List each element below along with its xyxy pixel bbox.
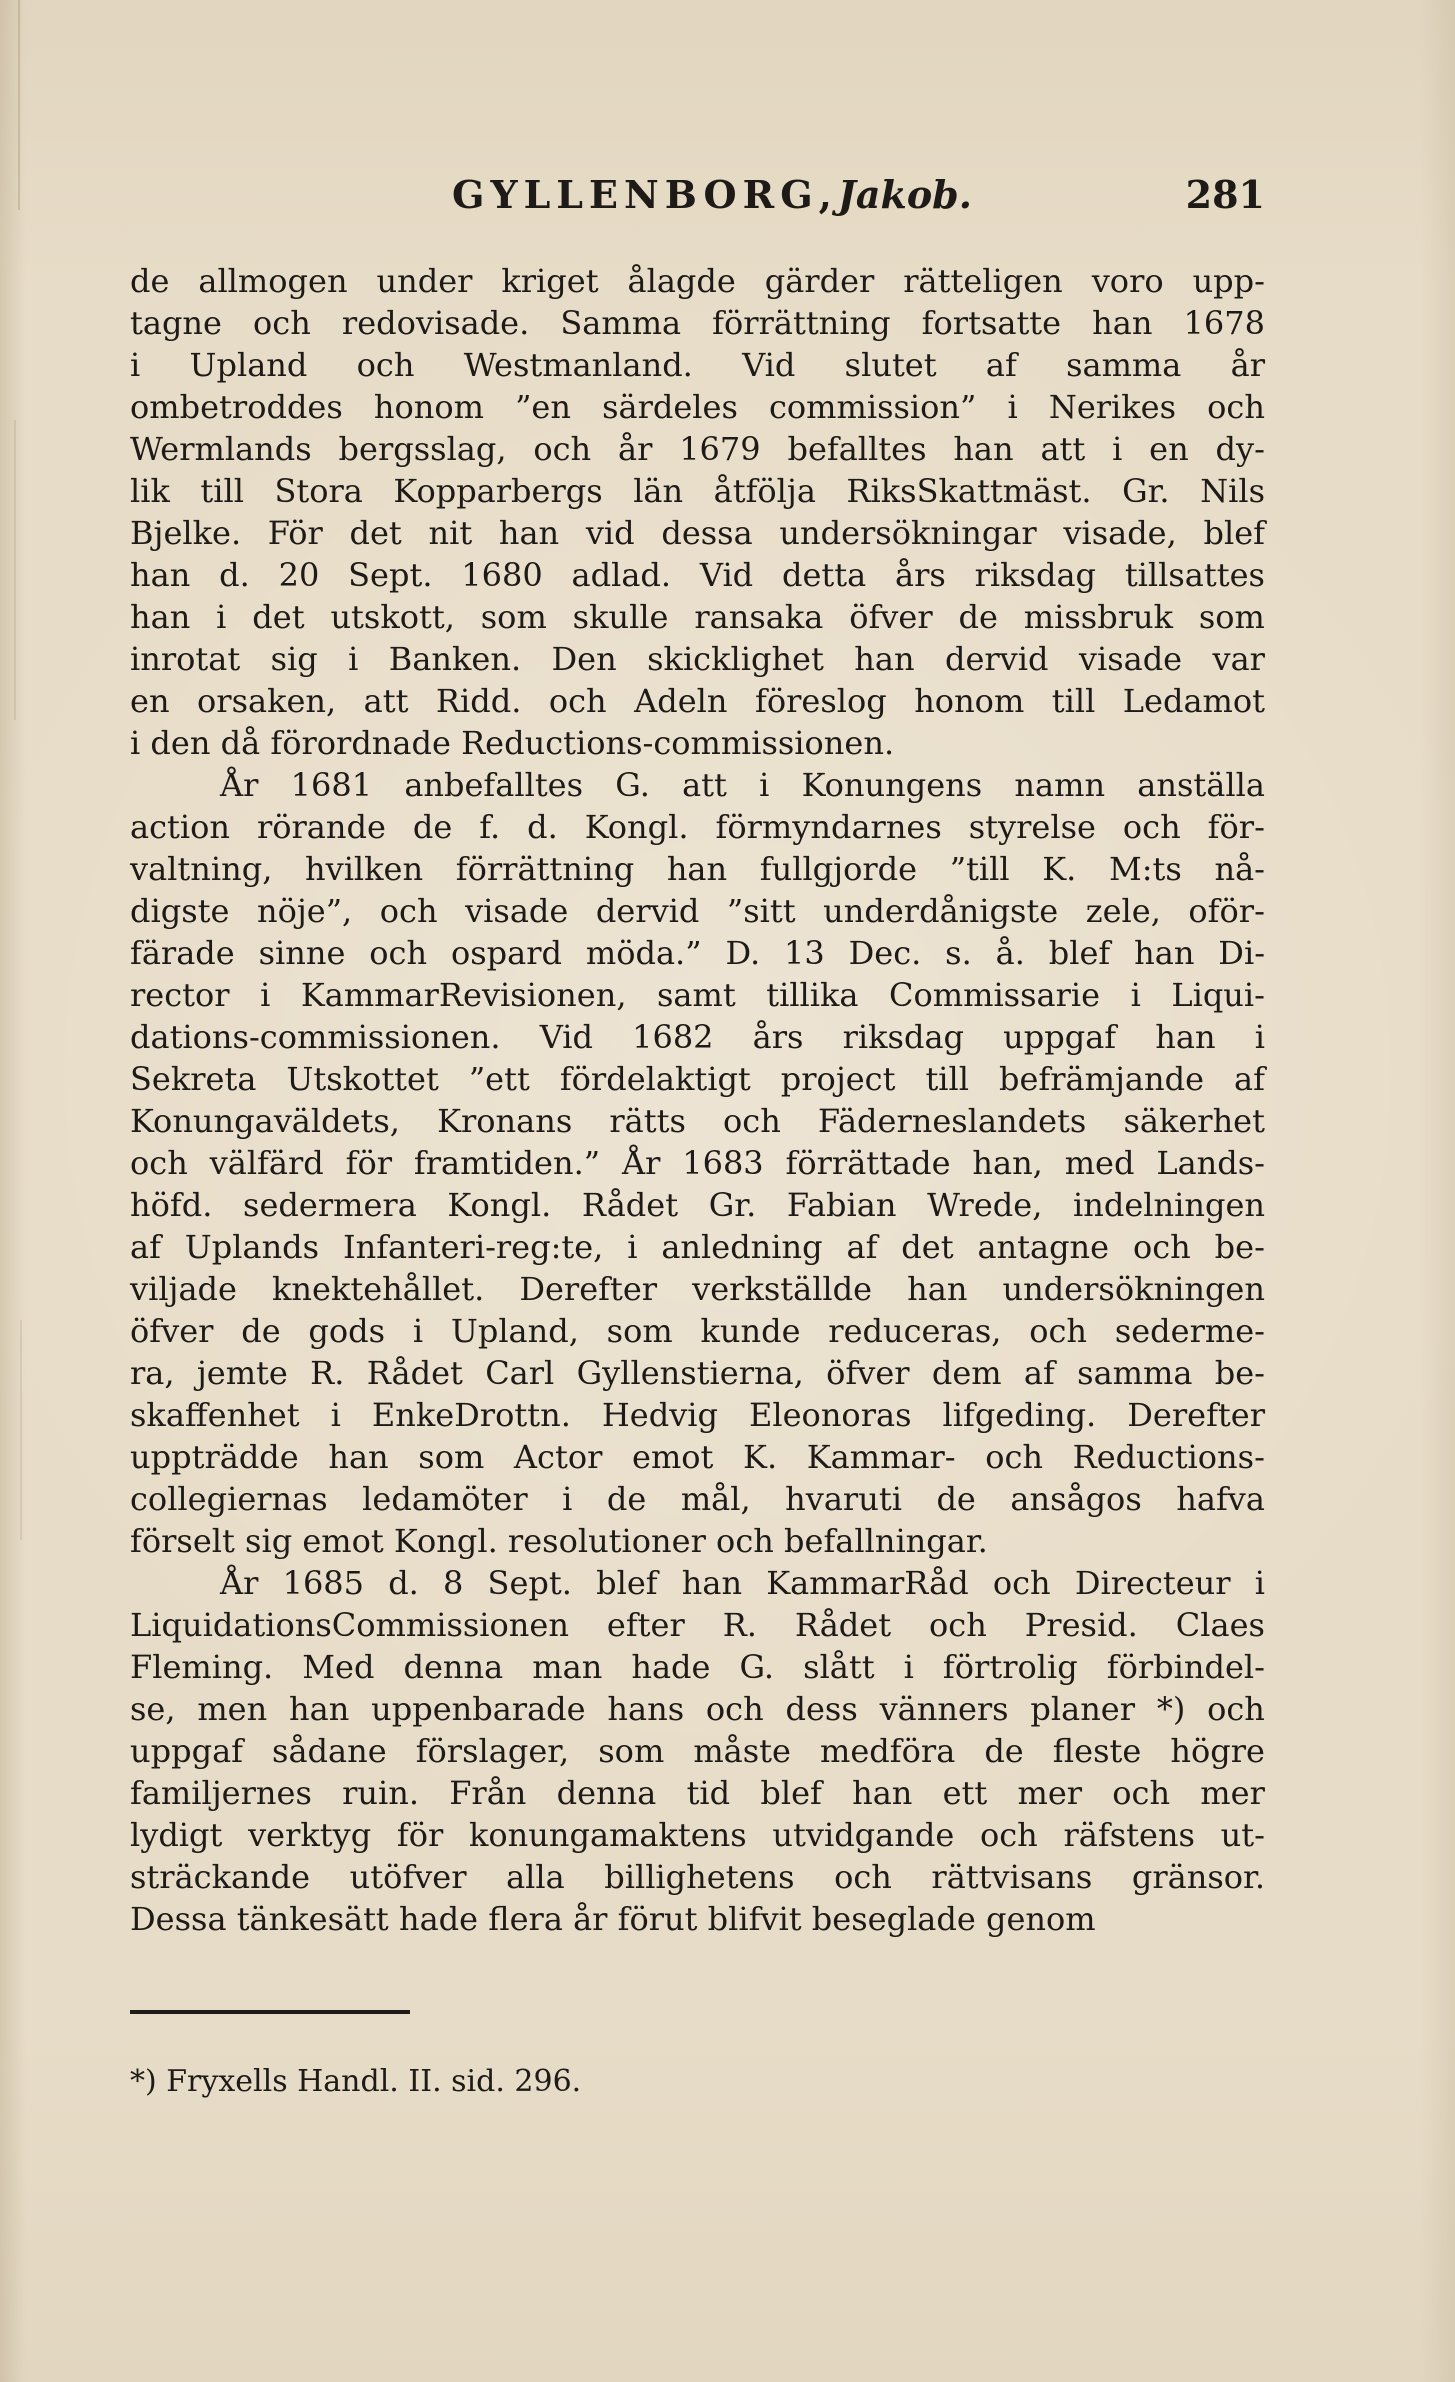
body-line: År 1681 anbefalltes G. att i Konungens namn anställa	[220, 766, 1265, 804]
body-line: uppgaf sådane förslager, som måste medföra de fleste högre	[130, 1732, 1265, 1770]
page-header	[130, 170, 1265, 220]
body-line: inrotat sig i Banken. Den skicklighet han dervid visade var	[130, 640, 1265, 678]
body-line: höfd. sedermera Kongl. Rådet Gr. Fabian Wrede, indelningen	[130, 1186, 1265, 1224]
body-line: de allmogen under kriget ålagde gärder rätteligen voro upp-	[130, 262, 1265, 300]
body-line: i Upland och Westmanland. Vid slutet af samma år	[130, 346, 1265, 384]
body-line: familjernes ruin. Från denna tid blef han ett mer och mer	[130, 1774, 1265, 1812]
body-line: LiquidationsCommissionen efter R. Rådet och Presid. Claes	[130, 1606, 1265, 1644]
paper-edge-mark	[18, 0, 20, 210]
paper-edge-mark	[20, 1320, 22, 1540]
paper-edge-mark	[14, 420, 16, 720]
running-head	[452, 170, 972, 220]
body-line: Dessa tänkesätt hade flera år förut blifvit beseglade genom	[130, 1900, 1096, 1938]
body-line: färade sinne och ospard möda.” D. 13 Dec. s. å. blef han Di-	[130, 934, 1265, 972]
body-line: han d. 20 Sept. 1680 adlad. Vid detta års riksdag tillsattes	[130, 556, 1265, 594]
footnote: *) Fryxells Handl. II. sid. 296.	[130, 2064, 582, 2099]
body-line: valtning, hvilken förrättning han fullgjorde ”till K. M:ts nå-	[130, 850, 1265, 888]
body-line: Sekreta Utskottet ”ett fördelaktigt project till befrämjande af	[130, 1060, 1265, 1098]
body-line: viljade knektehållet. Derefter verkställde han undersökningen	[130, 1270, 1265, 1308]
body-line: rector i KammarRevisionen, samt tillika Commissarie i Liqui-	[130, 976, 1265, 1014]
body-line: ombetroddes honom ”en särdeles commission” i Nerikes och	[130, 388, 1265, 426]
body-line: i den då förordnade Reductions-commissionen.	[130, 724, 895, 762]
body-line: lydigt verktyg för konungamaktens utvidgande och räfstens ut-	[130, 1816, 1265, 1854]
body-line: digste nöje”, och visade dervid ”sitt underdånigste zele, oför-	[130, 892, 1265, 930]
body-line: action rörande de f. d. Kongl. förmyndarnes styrelse och för-	[130, 808, 1265, 846]
body-line: Konungaväldets, Kronans rätts och Fäderneslandets säkerhet	[130, 1102, 1265, 1140]
body-line: dations-commissionen. Vid 1682 års riksdag uppgaf han i	[130, 1018, 1265, 1056]
body-line: År 1685 d. 8 Sept. blef han KammarRåd och Directeur i	[220, 1564, 1265, 1602]
footnote-rule	[130, 2010, 410, 2014]
body-line: collegiernas ledamöter i de mål, hvaruti de ansågos hafva	[130, 1480, 1265, 1518]
body-line: sträckande utöfver alla billighetens och rättvisans gränsor.	[130, 1858, 1265, 1896]
body-line: och välfärd för framtiden.” År 1683 förrättade han, med Lands-	[130, 1144, 1265, 1182]
body-line: en orsaken, att Ridd. och Adeln föreslog honom till Ledamot	[130, 682, 1265, 720]
body-line: ra, jemte R. Rådet Carl Gyllenstierna, öfver dem af samma be-	[130, 1354, 1265, 1392]
body-line: se, men han uppenbarade hans och dess vänners planer *) och	[130, 1690, 1265, 1728]
header-surname: GYLLENBORG	[452, 172, 819, 217]
body-line: förselt sig emot Kongl. resolutioner och befallningar.	[130, 1522, 988, 1560]
body-line: Wermlands bergsslag, och år 1679 befalltes han att i en dy-	[130, 430, 1265, 468]
body-line: af Uplands Infanteri-reg:te, i anledning af det antagne och be-	[130, 1228, 1265, 1266]
body-line: Bjelke. För det nit han vid dessa undersökningar visade, blef	[130, 514, 1265, 552]
body-line: han i det utskott, som skulle ransaka öfver de missbruk som	[130, 598, 1265, 636]
body-line: tagne och redovisade. Samma förrättning fortsatte han 1678	[130, 304, 1265, 342]
body-line: Fleming. Med denna man hade G. slått i förtrolig förbindel-	[130, 1648, 1265, 1686]
header-given-name: Jakob.	[837, 172, 972, 217]
body-line: öfver de gods i Upland, som kunde reduceras, och sederme-	[130, 1312, 1265, 1350]
body-line: lik till Stora Kopparbergs län åtfölja RiksSkattmäst. Gr. Nils	[130, 472, 1265, 510]
page-number: 281	[1185, 172, 1265, 217]
body-line: skaffenhet i EnkeDrottn. Hedvig Eleonoras lifgeding. Derefter	[130, 1396, 1265, 1434]
body-text	[130, 260, 1265, 1940]
body-line: uppträdde han som Actor emot K. Kammar- och Reductions-	[130, 1438, 1265, 1476]
header-separator: ,	[818, 172, 832, 217]
